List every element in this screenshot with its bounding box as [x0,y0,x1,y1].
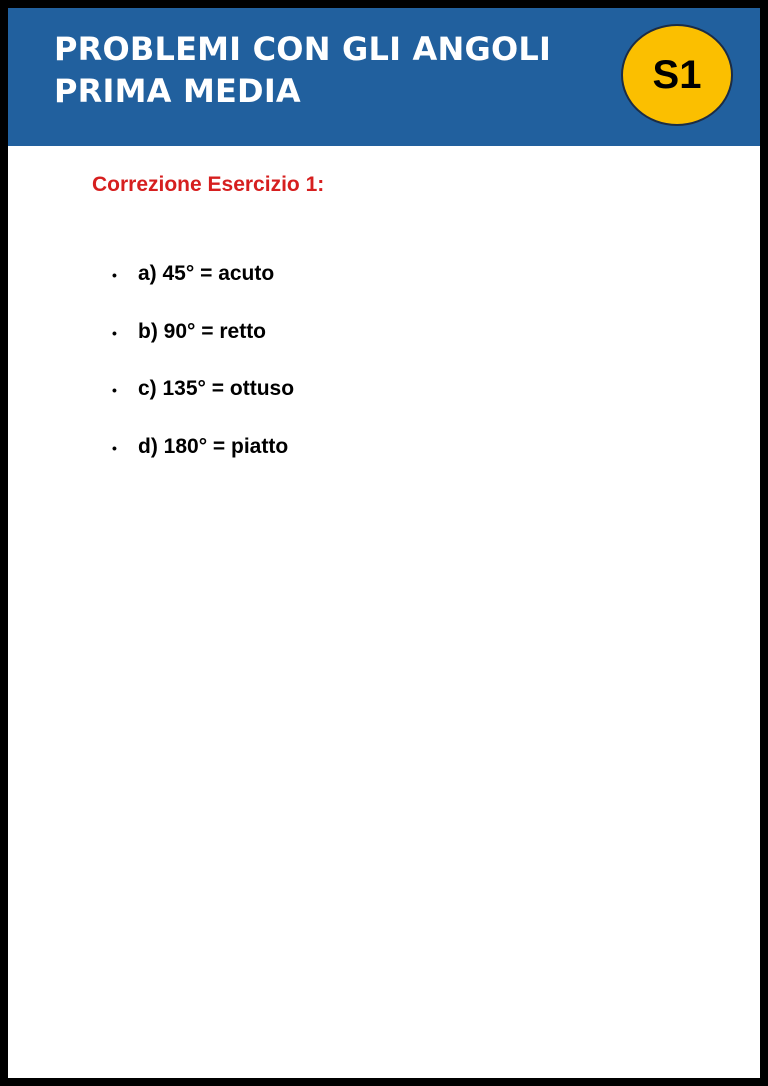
bullet-icon: • [112,324,117,341]
answer-text-a: a) 45° = acuto [138,262,275,285]
bullet-icon: • [112,382,117,398]
sheet-code-badge: S1 [621,24,733,126]
title-line-1: PROBLEMI CON GLI ANGOLI [54,30,552,68]
answer-item-c [112,376,294,434]
answer-item-d [112,434,294,492]
answer-text-d: d) 180° = piatto [138,434,289,458]
bullet-icon: • [112,267,117,283]
title-line-2: PRIMA MEDIA [54,72,301,110]
answer-list [112,261,294,491]
bullet-icon: • [112,439,117,456]
answer-text-b: b) 90° = retto [138,319,267,343]
header-banner [8,8,760,146]
worksheet-title [54,28,551,112]
answer-item-b [112,319,294,377]
answer-text-c: c) 135° = ottuso [138,377,295,400]
answer-item-a [112,261,294,319]
section-title: Correzione Esercizio 1: [92,173,325,196]
